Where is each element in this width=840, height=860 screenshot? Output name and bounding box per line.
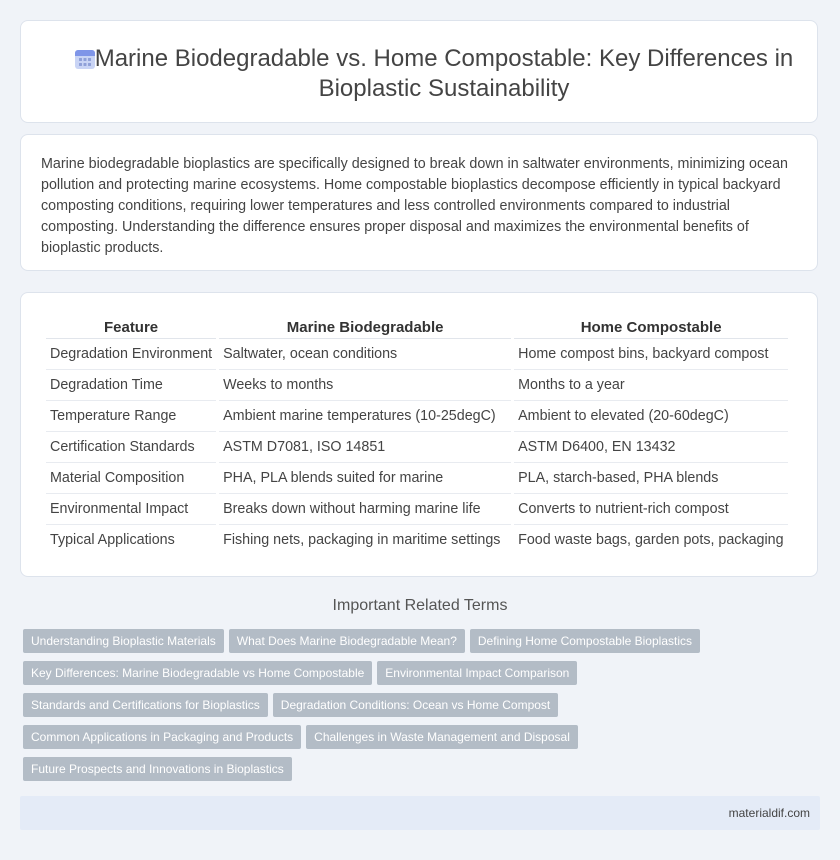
- related-terms-list: [23, 629, 743, 789]
- header-card: [20, 20, 818, 123]
- column-header-feature: Feature: [46, 315, 216, 339]
- table-row: [46, 432, 788, 463]
- table-row: [46, 463, 788, 494]
- related-term-tag[interactable]: Key Differences: Marine Biodegradable vs Home Compostable: [23, 661, 372, 685]
- comparison-table: [43, 315, 791, 555]
- column-header-home: Home Compostable: [514, 315, 788, 339]
- table-cell: Ambient to elevated (20-60degC): [514, 401, 788, 432]
- related-term-tag[interactable]: Understanding Bioplastic Materials: [23, 629, 224, 653]
- table-cell: Temperature Range: [46, 401, 216, 432]
- related-term-tag[interactable]: What Does Marine Biodegradable Mean?: [229, 629, 465, 653]
- table-cell: Typical Applications: [50, 532, 175, 548]
- table-row: [46, 494, 788, 525]
- table-cell: Degradation Environment: [46, 339, 216, 370]
- table-row: [46, 401, 788, 432]
- footer-bar: [20, 796, 820, 830]
- table-cell: Ambient marine temperatures (10-25degC): [219, 401, 511, 432]
- table-cell: Breaks down without harming marine life: [219, 494, 511, 525]
- table-cell: Environmental Impact: [46, 494, 216, 525]
- table-header-row: [46, 315, 788, 339]
- intro-card: [20, 134, 818, 271]
- table-cell: Months to a year: [514, 370, 788, 401]
- table-cell: Home compost bins, backyard compost: [514, 339, 788, 370]
- related-term-tag[interactable]: Environmental Impact Comparison: [377, 661, 577, 685]
- related-terms-heading: Important Related Terms: [332, 597, 508, 614]
- comparison-table-card: [20, 292, 818, 577]
- footer-site-link[interactable]: materialdif.com: [728, 806, 810, 820]
- table-cell: Weeks to months: [219, 370, 511, 401]
- table-cell: Degradation Time: [46, 370, 216, 401]
- related-term-tag[interactable]: Defining Home Compostable Bioplastics: [470, 629, 700, 653]
- table-cell: PHA, PLA blends suited for marine: [219, 463, 511, 494]
- table-cell: ASTM D6400, EN 13432: [514, 432, 788, 463]
- related-term-tag[interactable]: Future Prospects and Innovations in Bioplastics: [23, 757, 292, 781]
- table-cell: PLA, starch-based, PHA blends: [514, 463, 788, 494]
- page-title: Marine Biodegradable vs. Home Compostable: Key Differences in Bioplastic Sustainability: [94, 45, 794, 102]
- table-row: [46, 370, 788, 401]
- related-term-tag[interactable]: Degradation Conditions: Ocean vs Home Compost: [273, 693, 558, 717]
- table-cell: Certification Standards: [46, 432, 216, 463]
- table-cell: ASTM D7081, ISO 14851: [219, 432, 511, 463]
- related-term-tag[interactable]: Challenges in Waste Management and Disposal: [306, 725, 578, 749]
- table-row: [46, 339, 788, 370]
- table-cell: Saltwater, ocean conditions: [219, 339, 511, 370]
- intro-paragraph: Marine biodegradable bioplastics are specifically designed to break down in saltwater environments, minimizing ocean pollution and protecting marine ecosystems. Home compostable bioplastics decompose efficiently in typical backyard composting conditions, requiring lower temperatures and less controlled environments compared to industrial composting. Understanding the difference ensures proper disposal and maximizes the environmental benefits of bioplastic products.: [41, 156, 789, 256]
- related-term-tag[interactable]: Standards and Certifications for Bioplastics: [23, 693, 268, 717]
- column-header-marine: Marine Biodegradable: [219, 315, 511, 339]
- table-cell: Converts to nutrient-rich compost: [514, 494, 788, 525]
- table-cell: Fishing nets, packaging in maritime settings: [223, 532, 501, 548]
- table-cell: Food waste bags, garden pots, packaging: [518, 532, 784, 548]
- table-row: [46, 525, 788, 555]
- related-term-tag[interactable]: Common Applications in Packaging and Products: [23, 725, 301, 749]
- table-cell: Material Composition: [46, 463, 216, 494]
